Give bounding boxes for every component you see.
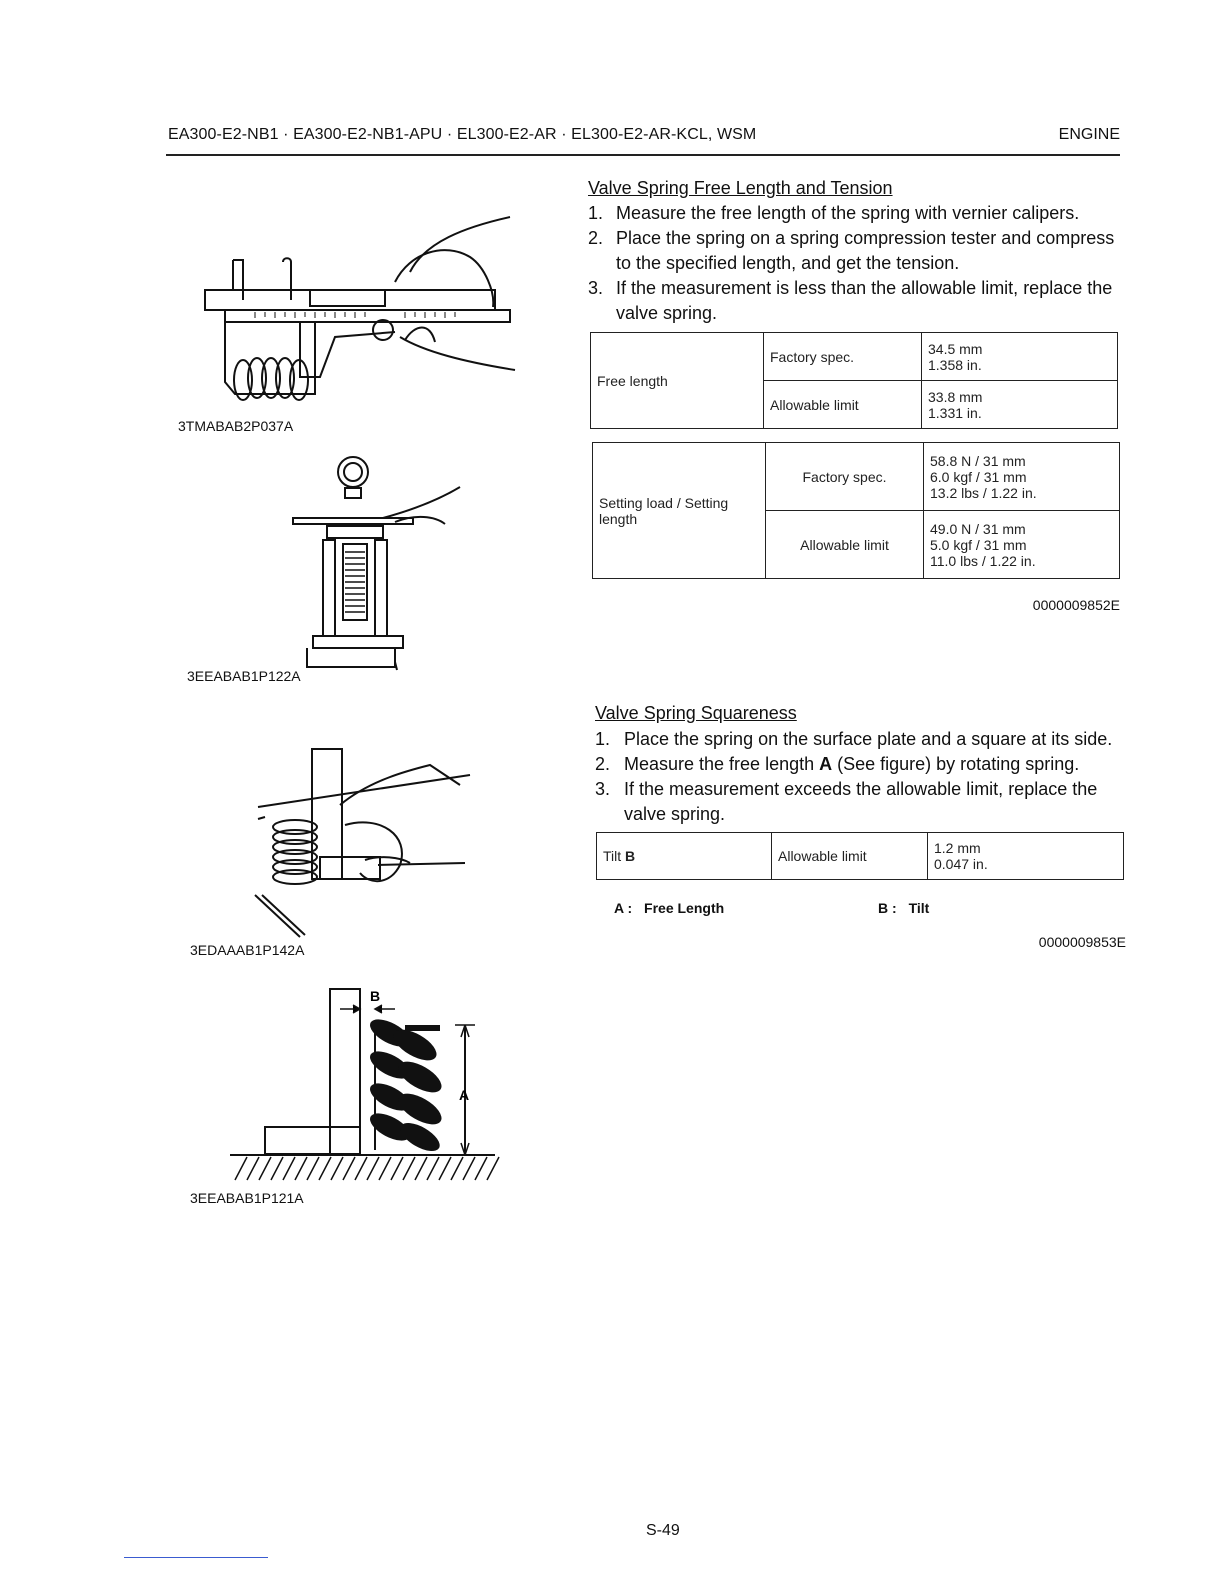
free-length-spec-table [590,332,1118,429]
legend-item: A : Free Length [614,900,725,916]
header-divider [166,154,1120,156]
step-item: 1. Place the spring on the surface plate and a square at its side. [595,729,1113,749]
figure-caption: 3EEABAB1P122A [187,668,301,684]
step-item: 3. If the measurement exceeds the allowable limit, replace the valve spring. [595,779,1098,824]
step-item: 3. If the measurement is less than the allowable limit, replace the valve spring. [588,278,1113,323]
figure-caption: 3EEABAB1P121A [190,1190,304,1206]
label-a: A [459,1087,470,1103]
squareness-check-figure [250,745,475,945]
section-name: ENGINE [1058,126,1120,143]
vernier-caliper-figure [195,212,520,417]
footer-rule [124,1557,268,1558]
legend-item: B : Tilt [878,900,930,916]
spec-item-cell: Tilt B [597,833,772,880]
step-item: 1. Measure the free length of the spring with vernier calipers. [588,203,1080,223]
spec-value-cell: 49.0 N / 31 mm 5.0 kgf / 31 mm 11.0 lbs / 1.22 in. [924,511,1120,579]
label-b: B [370,988,381,1004]
spec-value-cell: 34.5 mm 1.358 in. [922,333,1118,381]
tilt-spec-table [596,832,1124,880]
spec-value-cell: 33.8 mm 1.331 in. [922,381,1118,429]
step-item: 2. Measure the free length A (See figure) by rotating spring. [595,754,1080,774]
spec-label-cell: Allowable limit [772,833,928,880]
tilt-diagram-figure [225,985,500,1185]
page-number: S-49 [646,1522,680,1539]
spec-item-cell: Free length [591,333,764,429]
spec-label-cell: Allowable limit [764,381,922,429]
figure-caption: 3EDAAAB1P142A [190,942,305,958]
step-item: 2. Place the spring on a spring compression tester and compress to the specified length, and get the tension. [588,228,1115,273]
spec-value-cell: 58.8 N / 31 mm 6.0 kgf / 31 mm 13.2 lbs / 1.22 in. [924,443,1120,511]
squareness-steps [595,727,1135,827]
document-code: 0000009852E [1032,597,1120,613]
free-length-steps [588,201,1128,326]
document-code: 0000009853E [1038,934,1126,950]
spec-value-cell: 1.2 mm 0.047 in. [928,833,1124,880]
spec-item-cell: Setting load / Setting length [593,443,766,579]
spec-label-cell: Factory spec. [766,443,924,511]
spec-label-cell: Factory spec. [764,333,922,381]
free-length-section-title: Valve Spring Free Length and Tension [588,178,893,198]
spec-label-cell: Allowable limit [766,511,924,579]
squareness-section-title: Valve Spring Squareness [595,703,797,723]
document-header-title: EA300-E2-NB1 · EA300-E2-NB1-APU · EL300-E2-AR · EL300-E2-AR-KCL, WSM [168,126,757,143]
setting-load-spec-table [592,442,1120,579]
spring-tester-figure [285,452,475,687]
figure-caption: 3TMABAB2P037A [178,418,294,434]
